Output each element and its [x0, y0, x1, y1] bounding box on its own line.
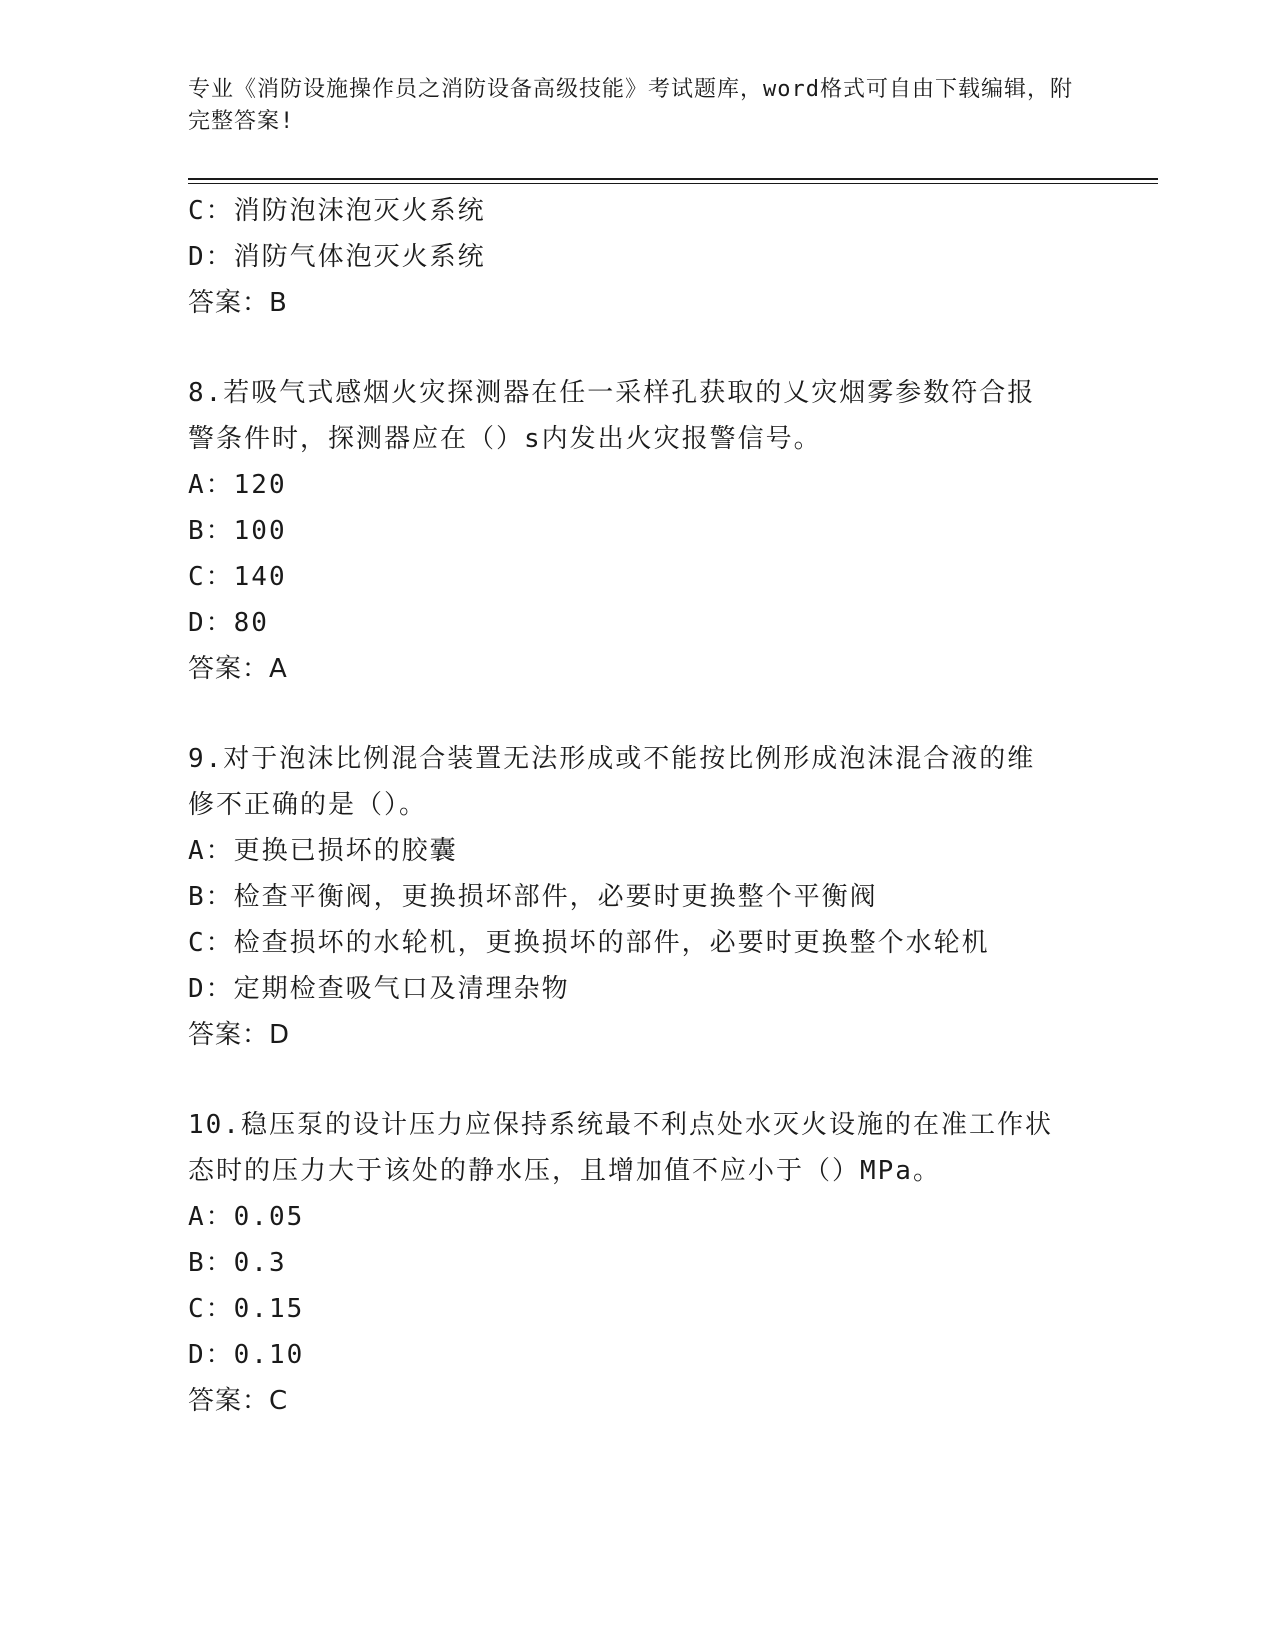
answer-line: 答案：C — [188, 1386, 289, 1416]
header-divider-thin — [188, 183, 1158, 184]
option-d: D：定期检查吸气口及清理杂物 — [188, 974, 570, 1004]
option-c: C：140 — [188, 562, 287, 592]
option-a: A：0.05 — [188, 1202, 305, 1232]
question-stem-line: 8.若吸气式感烟火灾探测器在任一采样孔获取的乂灾烟雾参数符合报 — [188, 378, 1036, 408]
option-c: C：检查损坏的水轮机，更换损坏的部件，必要时更换整个水轮机 — [188, 928, 990, 958]
spacer — [188, 1058, 1088, 1102]
header-divider-thick — [188, 178, 1158, 180]
option-b: B：100 — [188, 516, 287, 546]
spacer — [188, 692, 1088, 736]
question-block-10 — [188, 1102, 1088, 1424]
option-a: A：120 — [188, 470, 287, 500]
question-stem-line: 警条件时，探测器应在（）s内发出火灾报警信号。 — [188, 424, 822, 454]
option-d: D：80 — [188, 608, 269, 638]
question-stem-line: 9.对于泡沫比例混合装置无法形成或不能按比例形成泡沫混合液的维 — [188, 744, 1036, 774]
question-block-9 — [188, 736, 1088, 1058]
option-d: D：消防气体泡灭火系统 — [188, 242, 486, 272]
option-b: B：0.3 — [188, 1248, 287, 1278]
option-b: B：检查平衡阀，更换损坏部件，必要时更换整个平衡阀 — [188, 882, 878, 912]
document-header — [188, 74, 1078, 138]
question-stem-line: 10.稳压泵的设计压力应保持系统最不利点处水灭火设施的在准工作状 — [188, 1110, 1053, 1140]
option-c: C：0.15 — [188, 1294, 305, 1324]
option-a: A：更换已损坏的胶囊 — [188, 836, 458, 866]
answer-line: 答案：B — [188, 288, 288, 318]
option-c: C：消防泡沫泡灭火系统 — [188, 196, 486, 226]
question-list — [188, 188, 1088, 1424]
answer-line: 答案：D — [188, 1020, 291, 1050]
answer-line: 答案：A — [188, 654, 288, 684]
question-block-8 — [188, 370, 1088, 692]
question-stem-line: 态时的压力大于该处的静水压，且增加值不应小于（）MPa。 — [188, 1156, 941, 1186]
question-stem-line: 修不正确的是（）。 — [188, 790, 428, 820]
header-text: 专业《消防设施操作员之消防设备高级技能》考试题库，word格式可自由下载编辑，附完整答案! — [188, 77, 1073, 134]
spacer — [188, 326, 1088, 370]
carryover-block — [188, 188, 1088, 326]
option-d: D：0.10 — [188, 1340, 305, 1370]
